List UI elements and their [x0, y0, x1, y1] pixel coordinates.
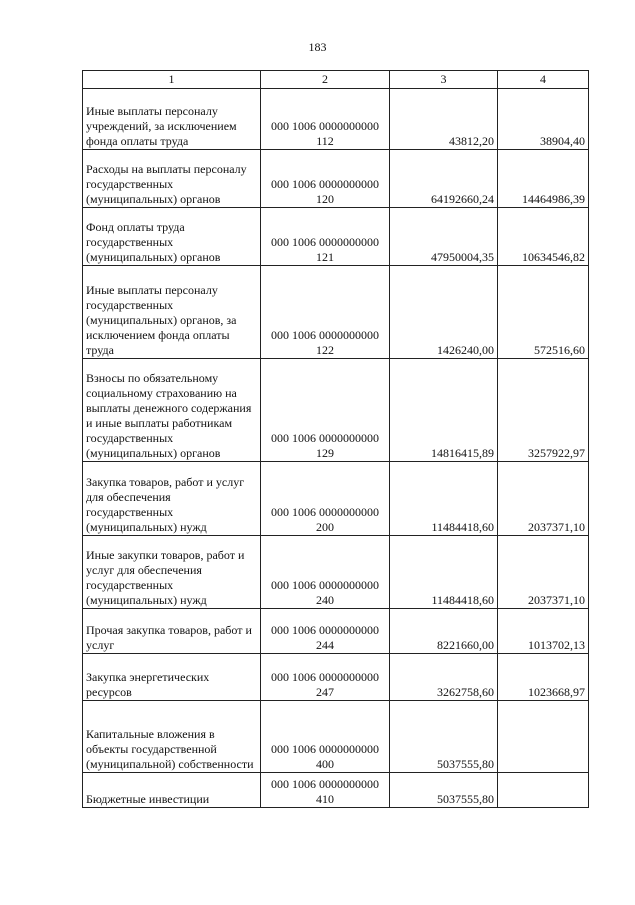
value-col4: 1013702,13 — [498, 609, 589, 654]
expense-name: Иные выплаты персоналу государственных (муниципальных) органов, за исключением фонда оплаты труда — [83, 266, 261, 359]
expense-name: Расходы на выплаты персоналу государственных (муниципальных) органов — [83, 150, 261, 208]
table-row — [83, 773, 589, 808]
expense-name: Закупка энергетических ресурсов — [83, 654, 261, 701]
budget-code: 000 1006 0000000000 112 — [261, 89, 390, 150]
table-row — [83, 654, 589, 701]
expense-name: Взносы по обязательному социальному страхованию на выплаты денежного содержания и иные выплаты работникам государственных (муниципальных) органов — [83, 359, 261, 462]
expense-name: Иные выплаты персоналу учреждений, за исключением фонда оплаты труда — [83, 89, 261, 150]
value-col3: 1426240,00 — [390, 266, 498, 359]
table-row — [83, 609, 589, 654]
value-col3: 11484418,60 — [390, 536, 498, 609]
value-col4: 2037371,10 — [498, 462, 589, 536]
column-header: 2 — [261, 71, 390, 89]
budget-code: 000 1006 0000000000 400 — [261, 701, 390, 773]
budget-table — [82, 70, 589, 808]
value-col3: 47950004,35 — [390, 208, 498, 266]
budget-code: 000 1006 0000000000 122 — [261, 266, 390, 359]
budget-code: 000 1006 0000000000 410 — [261, 773, 390, 808]
value-col4 — [498, 701, 589, 773]
budget-code: 000 1006 0000000000 129 — [261, 359, 390, 462]
budget-code: 000 1006 0000000000 244 — [261, 609, 390, 654]
expense-name: Фонд оплаты труда государственных (муниципальных) органов — [83, 208, 261, 266]
value-col3: 3262758,60 — [390, 654, 498, 701]
value-col4: 572516,60 — [498, 266, 589, 359]
expense-name: Прочая закупка товаров, работ и услуг — [83, 609, 261, 654]
expense-name: Бюджетные инвестиции — [83, 773, 261, 808]
value-col4: 14464986,39 — [498, 150, 589, 208]
value-col3: 8221660,00 — [390, 609, 498, 654]
table-row — [83, 536, 589, 609]
table-row — [83, 208, 589, 266]
table-row — [83, 462, 589, 536]
budget-code: 000 1006 0000000000 247 — [261, 654, 390, 701]
column-header: 3 — [390, 71, 498, 89]
column-header: 4 — [498, 71, 589, 89]
page-number: 183 — [308, 40, 327, 54]
expense-name: Иные закупки товаров, работ и услуг для обеспечения государственных (муниципальных) нужд — [83, 536, 261, 609]
budget-code: 000 1006 0000000000 120 — [261, 150, 390, 208]
table-row — [83, 701, 589, 773]
budget-code: 000 1006 0000000000 240 — [261, 536, 390, 609]
value-col3: 5037555,80 — [390, 701, 498, 773]
header-row — [83, 71, 589, 89]
expense-name: Закупка товаров, работ и услуг для обеспечения государственных (муниципальных) нужд — [83, 462, 261, 536]
value-col3: 14816415,89 — [390, 359, 498, 462]
table-row — [83, 89, 589, 150]
value-col4: 3257922,97 — [498, 359, 589, 462]
value-col3: 43812,20 — [390, 89, 498, 150]
value-col3: 5037555,80 — [390, 773, 498, 808]
table-row — [83, 150, 589, 208]
value-col4: 1023668,97 — [498, 654, 589, 701]
table-row — [83, 266, 589, 359]
value-col4: 2037371,10 — [498, 536, 589, 609]
table-row — [83, 359, 589, 462]
budget-code: 000 1006 0000000000 121 — [261, 208, 390, 266]
value-col4: 10634546,82 — [498, 208, 589, 266]
value-col4 — [498, 773, 589, 808]
value-col3: 64192660,24 — [390, 150, 498, 208]
value-col3: 11484418,60 — [390, 462, 498, 536]
budget-code: 000 1006 0000000000 200 — [261, 462, 390, 536]
column-header: 1 — [83, 71, 261, 89]
expense-name: Капитальные вложения в объекты государственной (муниципальной) собственности — [83, 701, 261, 773]
value-col4: 38904,40 — [498, 89, 589, 150]
